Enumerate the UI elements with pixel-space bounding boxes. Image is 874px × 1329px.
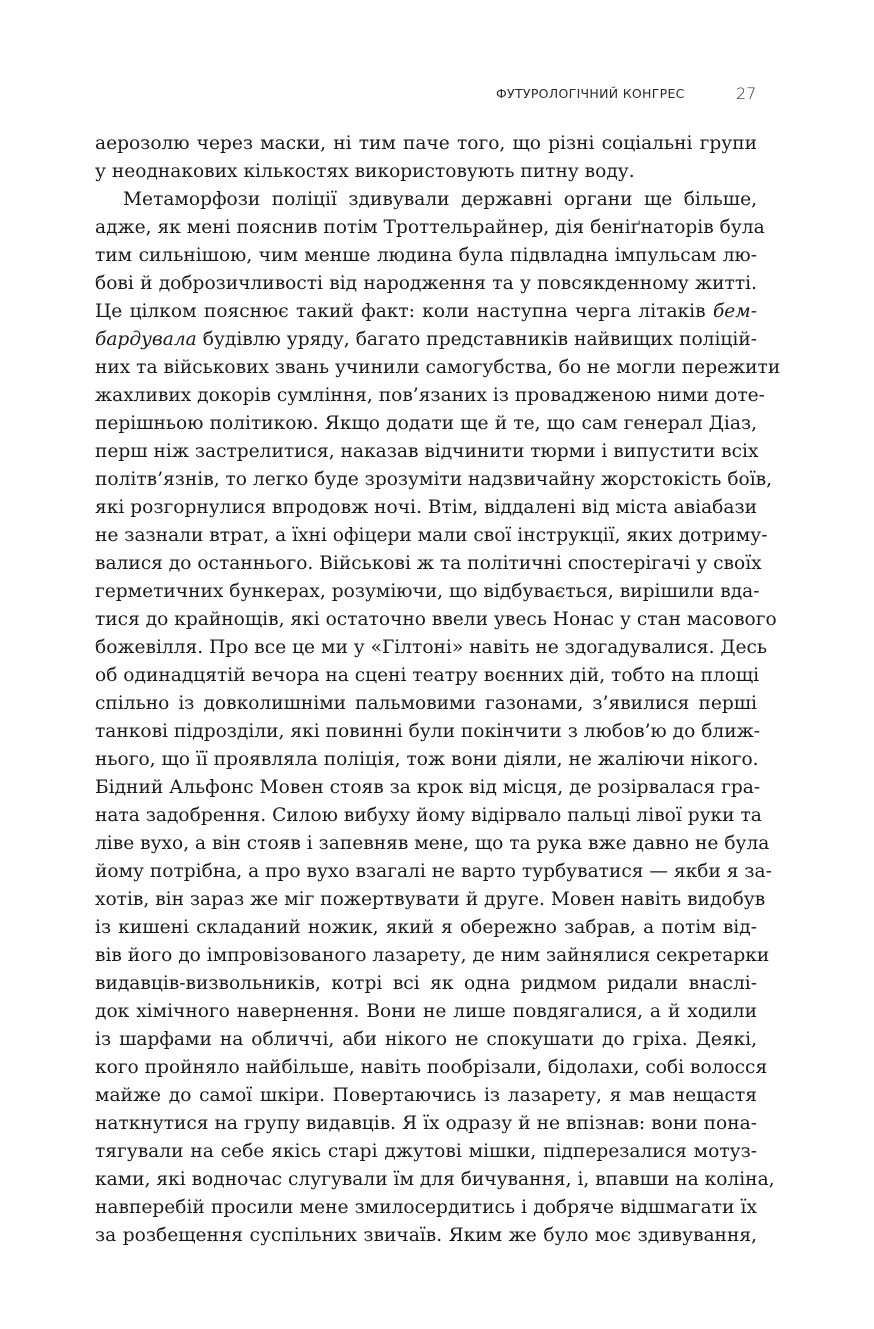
running-title: ФУТУРОЛОГІЧНИЙ КОНГРЕС <box>496 86 685 101</box>
text-line: Бідний Альфонс Мовен стояв за крок від місця, де розірвалася гра- <box>95 777 761 798</box>
text-line: Метаморфози поліції здивували державні органи ще більше, <box>123 189 757 210</box>
text-line: тягували на себе якісь старі джутові мішки, підперезалися мотуз- <box>95 1141 757 1162</box>
text-line: майже до самої шкіри. Повертаючись із лазарету, я мав нещастя <box>95 1085 757 1106</box>
text-line: які розгорнулися впродовж ночі. Втім, віддалені від міста авіабази <box>95 497 757 518</box>
text-line: тим сильнішою, чим менше людина була підвладна імпульсам лю- <box>95 245 757 266</box>
text-line: жахливих докорів сумління, пов’язаних із провадженою ними доте- <box>95 385 765 406</box>
text-line: йому потрібна, а про вухо взагалі не варто турбуватися — якби я за- <box>95 861 772 882</box>
text-line: видавців-визвольників, котрі всі як одна ридмом ридали внаслі- <box>95 973 757 994</box>
text-line: аерозолю через маски, ні тим паче того, що різні соціальні групи <box>95 133 757 154</box>
text-line: перш ніж застрелитися, наказав відчинити тюрми і випустити всіх <box>95 441 759 462</box>
text-line: адже, як мені пояснив потім Троттельрайнер, дія беніґнаторів була <box>95 217 765 238</box>
text-line: із кишені складаний ножик, який я обережно забрав, а потім від- <box>95 917 757 938</box>
text-line: політв’язнів, то легко буде зрозуміти надзвичайну жорстокість боїв, <box>95 469 773 490</box>
text-line: герметичних бункерах, розуміючи, що відбувається, вирішили вда- <box>95 581 760 602</box>
text-line <box>95 298 757 326</box>
text-segment: Це цілком пояснює такий факт: коли наступна черга літаків <box>95 301 706 322</box>
text-line: тися до крайнощів, які остаточно ввели увесь Нонас у стан масового <box>95 609 777 630</box>
text-line: них та військових звань учинили самогубства, бо не могли пережити <box>95 357 781 378</box>
text-line: наткнутися на групу видавців. Я їх одразу й не впізнав: вони пона- <box>95 1113 757 1134</box>
text-line: ками, які водночас слугували їм для бичування, і, впавши на коліна, <box>95 1169 775 1190</box>
body-text <box>95 130 781 1250</box>
italic-word: бардувала <box>95 329 197 350</box>
text-line: перішньою політикою. Якщо додати ще й те, що сам генерал Діаз, <box>95 413 757 434</box>
text-line: ліве вухо, а він стояв і запевняв мене, що та рука вже давно не була <box>95 833 770 854</box>
text-line <box>95 326 757 354</box>
italic-word: бем- <box>712 301 757 322</box>
text-line: за розбещення суспільних звичаїв. Яким же було моє здивування, <box>95 1225 757 1246</box>
text-line: божевілля. Про все це ми у «Гілтоні» навіть не здогадувалися. Десь <box>95 637 768 658</box>
page-number: 27 <box>736 84 757 103</box>
text-line: док хімічного навернення. Вони не лише повдягалися, а й ходили <box>95 1001 757 1022</box>
text-line: кого пройняло найбільше, навіть пообрізали, бідолахи, собі волосся <box>95 1057 768 1078</box>
text-line: ната задобрення. Силою вибуху йому відірвало пальці лівої руки та <box>95 805 762 826</box>
text-line: спільно із довколишніми пальмовими газонами, з’явилися перші <box>95 693 757 714</box>
text-line: навперебій просили мене змилосердитись і добряче відшмагати їх <box>95 1197 757 1218</box>
text-line: бові й доброзичливості від народження та у повсякденному житті. <box>95 273 757 294</box>
text-line: вів його до імпровізованого лазарету, де ним зайнялися секретарки <box>95 945 770 966</box>
text-line: валися до останнього. Військові ж та політичні спостерігачі у своїх <box>95 553 762 574</box>
text-line: хотів, він зараз же міг пожертвувати й друге. Мовен навіть видобув <box>95 889 766 910</box>
text-line: нього, що її проявляла поліція, тож вони діяли, не жаліючи нікого. <box>95 749 759 770</box>
text-line: із шарфами на обличчі, аби нікого не спокушати до гріха. Деякі, <box>95 1029 757 1050</box>
text-line: у неоднакових кількостях використовують питну воду. <box>95 161 635 182</box>
text-line: об одинадцятій вечора на сцені театру воєнних дій, тобто на площі <box>95 665 760 686</box>
text-segment: будівлю уряду, багато представників найвищих поліцій- <box>202 329 757 350</box>
text-line: не зазнали втрат, а їхні офіцери мали свої інструкції, яких дотриму- <box>95 525 768 546</box>
text-line: танкові підрозділи, які повинні були покінчити з любов’ю до ближ- <box>95 721 760 742</box>
